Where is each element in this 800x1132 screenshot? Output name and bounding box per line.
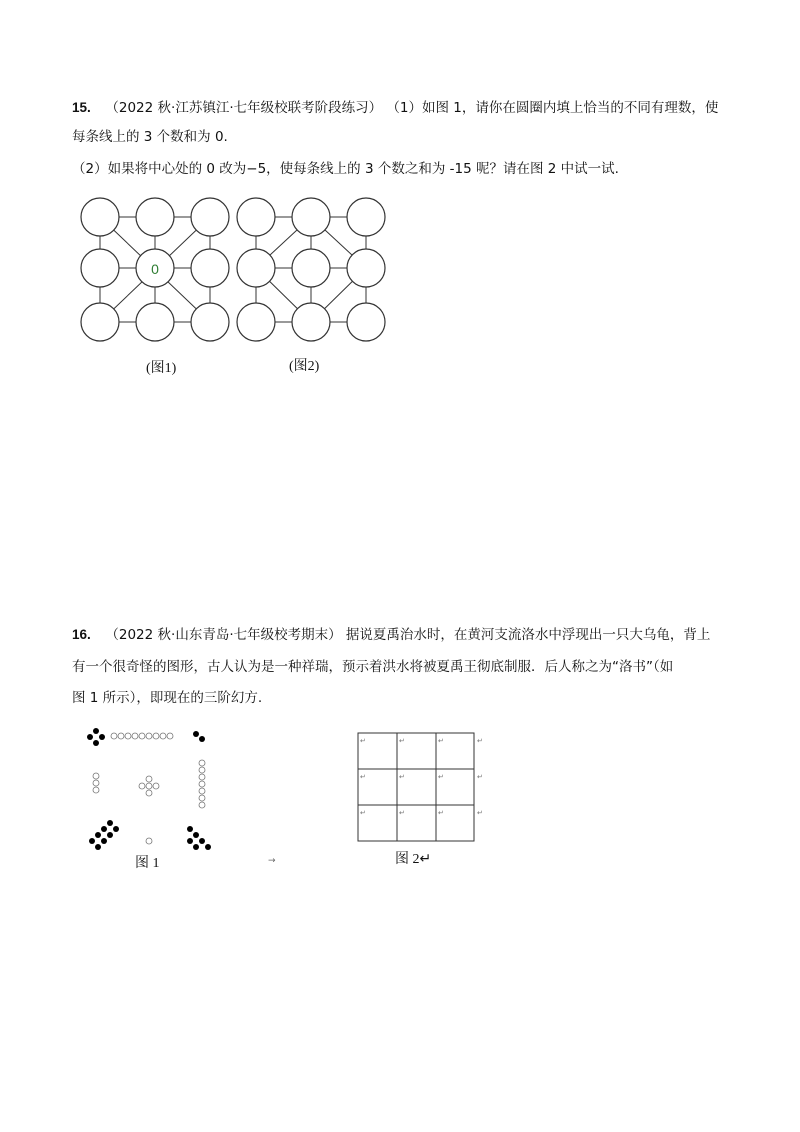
cell-mark: ↵ [399, 809, 405, 817]
q16-luoshu-figure [86, 725, 226, 855]
q16-fig2-caption: 图 2↵ [395, 852, 432, 867]
circle [347, 303, 385, 341]
q16-text-2: 有一个很奇怪的图形，古人认为是一种祥瑞，预示着洪水将被夏禹王彻底制服．后人称之为“洛书”（如 [72, 659, 674, 675]
q15-figure-2 [236, 195, 386, 355]
cell-mark: ↵ [360, 809, 366, 817]
circle [237, 198, 275, 236]
q16-line-1 [72, 625, 730, 645]
cell-mark: ↵ [360, 773, 366, 781]
q15-number: 15. [72, 100, 91, 115]
q16-text-1: 据说夏禹治水时，在黄河支流洛水中浮现出一只大乌龟，背上 [345, 627, 711, 643]
q15-fig2-circles [237, 198, 385, 341]
cell-mark: ↵ [438, 809, 444, 817]
circle [237, 303, 275, 341]
cell-mark: ↵ [438, 773, 444, 781]
circle [136, 303, 174, 341]
q15-text-2: 每条线上的 3 个数和为 0. [72, 129, 228, 145]
q15-center-value: 0 [151, 261, 159, 277]
circle [237, 249, 275, 287]
circle [191, 249, 229, 287]
q15-text-1: （1）如图 1，请你在圆圈内填上恰当的不同有理数，使 [386, 100, 719, 116]
row-mark: ↵ [477, 809, 483, 817]
row-mark: ↵ [477, 773, 483, 781]
circle [81, 198, 119, 236]
q15-fig2-caption: (图2) [289, 359, 320, 374]
q15-text-3: （2）如果将中心处的 0 改为−5，使每条线上的 3 个数之和为 -15 呢？请在图 2 中试一试. [72, 161, 619, 177]
circle [81, 303, 119, 341]
circle [292, 249, 330, 287]
circle [347, 249, 385, 287]
cell-mark: ↵ [399, 773, 405, 781]
circle [292, 198, 330, 236]
q16-number: 16. [72, 627, 91, 642]
circle [191, 198, 229, 236]
q15-fig1-caption: (图1) [146, 361, 177, 376]
q16-source: （2022 秋·山东青岛·七年级校考期末） [105, 627, 342, 643]
q15-source: （2022 秋·江苏镇江·七年级校联考阶段练习） [105, 100, 383, 116]
cell-mark: ↵ [399, 737, 405, 745]
circle [191, 303, 229, 341]
circle [292, 303, 330, 341]
row-mark: ↵ [477, 737, 483, 745]
q16-fig1-caption: 图 1 [135, 856, 160, 871]
q16-grid-figure [356, 731, 496, 851]
cell-mark: ↵ [360, 737, 366, 745]
q15-figure-1 [80, 195, 230, 355]
q15-line-1 [72, 98, 730, 118]
circle [136, 198, 174, 236]
circle [81, 249, 119, 287]
cell-mark: ↵ [438, 737, 444, 745]
circle [347, 198, 385, 236]
arrow-mark: → [268, 856, 276, 866]
q16-text-3: 图 1 所示），即现在的三阶幻方. [72, 690, 263, 706]
